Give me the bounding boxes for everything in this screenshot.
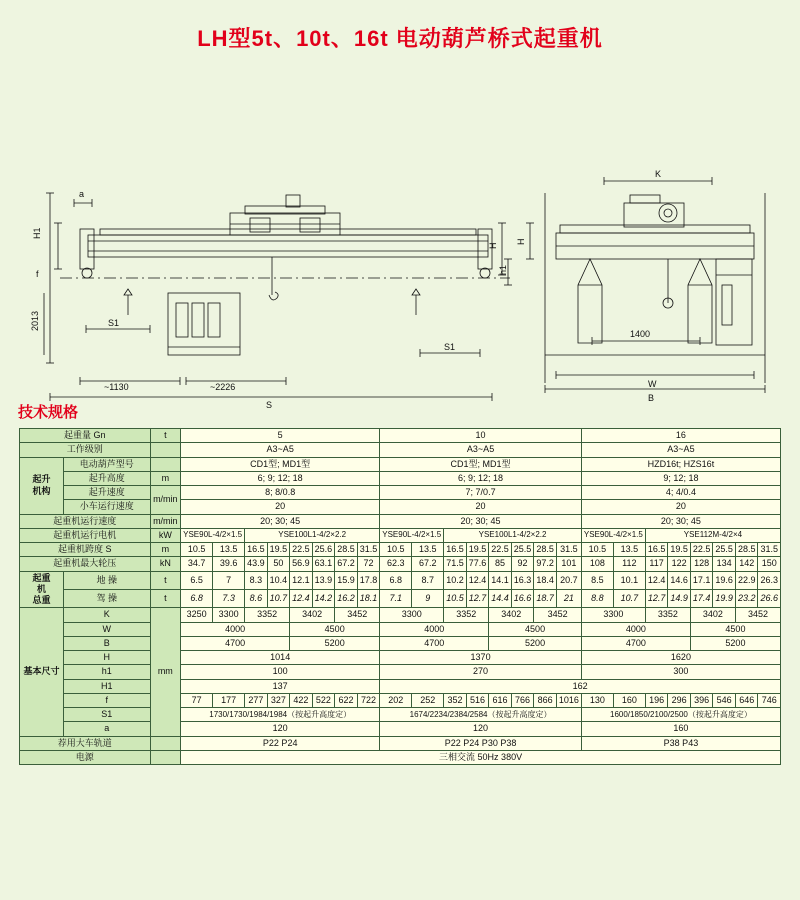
cell: 3452 [335,608,380,622]
table-row [20,589,781,607]
cell: 4700 [581,636,690,650]
cell: 4000 [181,622,290,636]
cell: CD1型; MD1型 [181,457,380,471]
cell: 12.1 [290,571,313,589]
cell: 14.4 [489,589,512,607]
cell: 16.5 [444,543,467,557]
cell: 1730/1730/1984/1984（按起升高度定） [181,708,380,722]
row-unit: m [150,543,181,557]
cell: 422 [290,693,313,707]
cell: 19.9 [713,589,736,607]
cell: 6; 9; 12; 18 [380,471,582,485]
cell: 4700 [380,636,489,650]
row-unit: t [150,571,181,589]
cell: 352 [444,693,467,707]
table-row [20,557,781,571]
cell: 128 [690,557,713,571]
cell: 177 [213,693,245,707]
cell: 4500 [290,622,380,636]
cell: 646 [735,693,758,707]
cell: 14.6 [668,571,691,589]
page-title: LH型5t、10t、16t 电动葫芦桥式起重机 [197,26,603,51]
cell: 16.5 [245,543,268,557]
row-label: 起重机跨度 S [20,543,151,557]
cell: 13.5 [213,543,245,557]
cell: 10.1 [613,571,645,589]
cell: 20; 30; 45 [581,514,780,528]
cell: 546 [713,693,736,707]
cell: 122 [668,557,691,571]
cell: 3352 [444,608,489,622]
cell: 14.1 [489,571,512,589]
cell: 746 [758,693,781,707]
cell: YSE90L-4/2×1.5 [581,528,645,542]
row-unit [150,736,181,750]
dim-symbol: H [63,651,150,665]
cell: 3402 [690,608,735,622]
cell: 4; 4/0.4 [581,486,780,500]
dim-label-h1: h1 [498,264,508,275]
cell: 18.7 [534,589,557,607]
table-row [20,750,781,764]
cell: 120 [181,722,380,736]
cell: 85 [489,557,512,571]
cell: 6.5 [181,571,213,589]
dim-symbol: h1 [63,665,150,679]
dim-label-W: W [648,379,657,389]
dim-label-H-left: H [488,242,498,249]
row-label: 电源 [20,750,151,764]
cell: 71.5 [444,557,467,571]
cell: 7; 7/0.7 [380,486,582,500]
dim-symbol: B [63,636,150,650]
table-row [20,443,781,457]
cell: 137 [181,679,380,693]
cell: 13.9 [312,571,335,589]
dim-symbol: S1 [63,708,150,722]
cell: 622 [335,693,358,707]
row-label: 起重机运行电机 [20,528,151,542]
cell: 20 [181,500,380,514]
dim-label-f: f [36,269,39,279]
row-label: 工作级别 [20,443,151,457]
row-unit [150,750,181,764]
cell-16t: 16 [581,429,780,443]
cell: 6.8 [380,571,412,589]
cell: 26.6 [758,589,781,607]
cell: 22.5 [290,543,313,557]
row-label: 小车运行速度 [63,500,150,514]
row-unit: t [150,429,181,443]
cell: 12.4 [290,589,313,607]
cell: 20; 30; 45 [181,514,380,528]
table-row [20,722,781,736]
dim-label-K: K [655,169,662,179]
dim-label-S: S [266,400,273,410]
table-row [20,651,781,665]
cell: 31.5 [556,543,581,557]
cell: 18.4 [534,571,557,589]
row-unit: m/min [150,486,181,515]
cell: 10.5 [380,543,412,557]
table-row [20,608,781,622]
cell: 1370 [380,651,582,665]
cell: P22 P24 P30 P38 [380,736,582,750]
cell: 19.6 [713,571,736,589]
cell: 396 [690,693,713,707]
cell: 20.7 [556,571,581,589]
spec-heading: 技术规格 [18,404,79,421]
cell: 3300 [581,608,645,622]
cell: 160 [581,722,780,736]
cell: 14.9 [668,589,691,607]
cell: 8.7 [412,571,444,589]
cell: 10.5 [444,589,467,607]
dim-label-a: a [79,189,85,199]
cell: YSE90L-4/2×1.5 [181,528,245,542]
table-row [20,471,781,485]
spec-table [19,428,781,765]
cell: A3~A5 [181,443,380,457]
row-unit: kN [150,557,181,571]
cell: 25.5 [511,543,534,557]
dim-symbol: K [63,608,150,622]
cell: 112 [613,557,645,571]
dim-symbol: H1 [63,679,150,693]
cell: P38 P43 [581,736,780,750]
cell: YSE100L1-4/2×2.2 [245,528,380,542]
cell: 77.6 [466,557,489,571]
cell: 19.5 [668,543,691,557]
row-label: 地 操 [63,571,150,589]
cell: 162 [380,679,781,693]
cell: 28.5 [534,543,557,557]
cell: 10.2 [444,571,467,589]
cell: 120 [380,722,582,736]
cell: 72 [357,557,380,571]
cell: 7.1 [380,589,412,607]
cell: 1600/1850/2100/2500（按起升高度定） [581,708,780,722]
table-row [20,571,781,589]
cell: 5200 [489,636,582,650]
cell: 13.5 [613,543,645,557]
cell: 63.1 [312,557,335,571]
cell: 117 [645,557,668,571]
table-row [20,486,781,500]
cell: 62.3 [380,557,412,571]
row-unit: m [150,471,181,485]
cell: 4500 [489,622,582,636]
row-label: 起重量 Gn [20,429,151,443]
cell: 134 [713,557,736,571]
table-row [20,500,781,514]
cell: 16.6 [511,589,534,607]
cell: 8; 8/0.8 [181,486,380,500]
cell: 196 [645,693,668,707]
cell: 17.8 [357,571,380,589]
cell: 56.9 [290,557,313,571]
group-label-weight: 起重 机 总重 [20,571,64,608]
cell: 12.7 [645,589,668,607]
dims-unit: mm [150,608,181,736]
dim-label-2013: 2013 [30,310,40,331]
cell: HZD16t; HZS16t [581,457,780,471]
cell: 327 [267,693,290,707]
cell: 277 [245,693,268,707]
cell: 20; 30; 45 [380,514,582,528]
row-unit [150,457,181,471]
cell: 4000 [380,622,489,636]
table-row [20,636,781,650]
cell: 150 [758,557,781,571]
dim-label-1400: 1400 [630,329,651,339]
dim-label-B: B [648,393,655,403]
cell: 1620 [581,651,780,665]
cell: 7.3 [213,589,245,607]
table-row [20,708,781,722]
cell: 13.5 [412,543,444,557]
cell: 3250 [181,608,213,622]
cell: 1016 [556,693,581,707]
dim-symbol: f [63,693,150,707]
cell: 12.7 [466,589,489,607]
table-row [20,429,781,443]
cell: 866 [534,693,557,707]
dim-label-H1: H1 [32,227,42,239]
row-label: 起升高度 [63,471,150,485]
cell: 23.2 [735,589,758,607]
row-unit [150,443,181,457]
cell: 9; 12; 18 [581,471,780,485]
table-row [20,543,781,557]
cell: 92 [511,557,534,571]
cell: 14.2 [312,589,335,607]
cell: 12.4 [645,571,668,589]
cell: 16.5 [645,543,668,557]
cell: 202 [380,693,412,707]
cell: 5200 [690,636,780,650]
cell: 20 [380,500,582,514]
dim-label-H-right: H [516,238,526,245]
cell: 8.5 [581,571,613,589]
cell: YSE100L1-4/2×2.2 [444,528,582,542]
cell: 7 [213,571,245,589]
cell: 15.9 [335,571,358,589]
cell: 28.5 [735,543,758,557]
cell: 4000 [581,622,690,636]
cell: 50 [267,557,290,571]
cell: 9 [412,589,444,607]
cell: 三相交流 50Hz 380V [181,750,781,764]
cell: 17.1 [690,571,713,589]
cell: 25.5 [713,543,736,557]
cell: 516 [466,693,489,707]
cell: 97.2 [534,557,557,571]
cell: 34.7 [181,557,213,571]
cell: A3~A5 [380,443,582,457]
cell: 4500 [690,622,780,636]
row-label: 起重机运行速度 [20,514,151,528]
cell-5t: 5 [181,429,380,443]
cell: YSE112M-4/2×4 [645,528,780,542]
cell: 8.6 [245,589,268,607]
table-row [20,693,781,707]
cell: 142 [735,557,758,571]
group-label-hoist: 起升 机构 [20,457,64,514]
cell: 3300 [380,608,444,622]
cell: 16.3 [511,571,534,589]
cell: YSE90L-4/2×1.5 [380,528,444,542]
cell: 1014 [181,651,380,665]
dim-label-1130: ~1130 [104,382,129,392]
cell: 3352 [245,608,290,622]
cell: 8.8 [581,589,613,607]
table-row [20,665,781,679]
row-unit: m/min [150,514,181,528]
table-row [20,679,781,693]
cell: 31.5 [357,543,380,557]
cell: 20 [581,500,780,514]
dim-label-S1-left: S1 [108,318,120,328]
row-label: 驾 操 [63,589,150,607]
cell: 22.5 [690,543,713,557]
row-unit: kW [150,528,181,542]
cell: 722 [357,693,380,707]
cell: 12.4 [466,571,489,589]
cell: 8.3 [245,571,268,589]
cell: 108 [581,557,613,571]
cell: 3452 [534,608,582,622]
cell: 10.5 [581,543,613,557]
dim-symbol: a [63,722,150,736]
cell: 6; 9; 12; 18 [181,471,380,485]
row-unit: t [150,589,181,607]
row-label: 起重机最大轮压 [20,557,151,571]
cell: 296 [668,693,691,707]
cell: 522 [312,693,335,707]
cell: 5200 [290,636,380,650]
dim-symbol: W [63,622,150,636]
cell: 19.5 [267,543,290,557]
cell: 28.5 [335,543,358,557]
cell: 3300 [213,608,245,622]
cell: 25.6 [312,543,335,557]
cell: 22.5 [489,543,512,557]
cell: 6.8 [181,589,213,607]
cell: 67.2 [335,557,358,571]
cell: 17.4 [690,589,713,607]
dim-label-2226: ~2226 [210,382,236,392]
group-label-dims: 基本尺寸 [20,608,64,736]
cell: 43.9 [245,557,268,571]
cell: 4700 [181,636,290,650]
cell: 3402 [489,608,534,622]
cell: 67.2 [412,557,444,571]
cell: 18.1 [357,589,380,607]
dim-label-S1-right: S1 [444,342,456,352]
row-label: 电动葫芦型号 [63,457,150,471]
cell: 300 [581,665,780,679]
table-row [20,514,781,528]
row-label: 起升速度 [63,486,150,500]
cell: 31.5 [758,543,781,557]
cell: 100 [181,665,380,679]
technical-drawing [0,63,800,410]
cell: 19.5 [466,543,489,557]
table-row [20,457,781,471]
cell: 3452 [735,608,780,622]
cell: 270 [380,665,582,679]
cell: 130 [581,693,613,707]
row-label: 荐用大车轨道 [20,736,151,750]
cell: 21 [556,589,581,607]
table-row [20,528,781,542]
table-row [20,622,781,636]
cell: 39.6 [213,557,245,571]
cell-10t: 10 [380,429,582,443]
table-row [20,736,781,750]
cell: A3~A5 [581,443,780,457]
cell: 10.5 [181,543,213,557]
cell: P22 P24 [181,736,380,750]
cell: 26.3 [758,571,781,589]
cell: 616 [489,693,512,707]
cell: 10.4 [267,571,290,589]
cell: 160 [613,693,645,707]
cell: 101 [556,557,581,571]
cell: 10.7 [613,589,645,607]
cell: 3402 [290,608,335,622]
cell: 10.7 [267,589,290,607]
cell: 16.2 [335,589,358,607]
cell: CD1型; MD1型 [380,457,582,471]
cell: 3352 [645,608,690,622]
cell: 1674/2234/2384/2584（按起升高度定） [380,708,582,722]
cell: 252 [412,693,444,707]
cell: 77 [181,693,213,707]
cell: 22.9 [735,571,758,589]
cell: 766 [511,693,534,707]
